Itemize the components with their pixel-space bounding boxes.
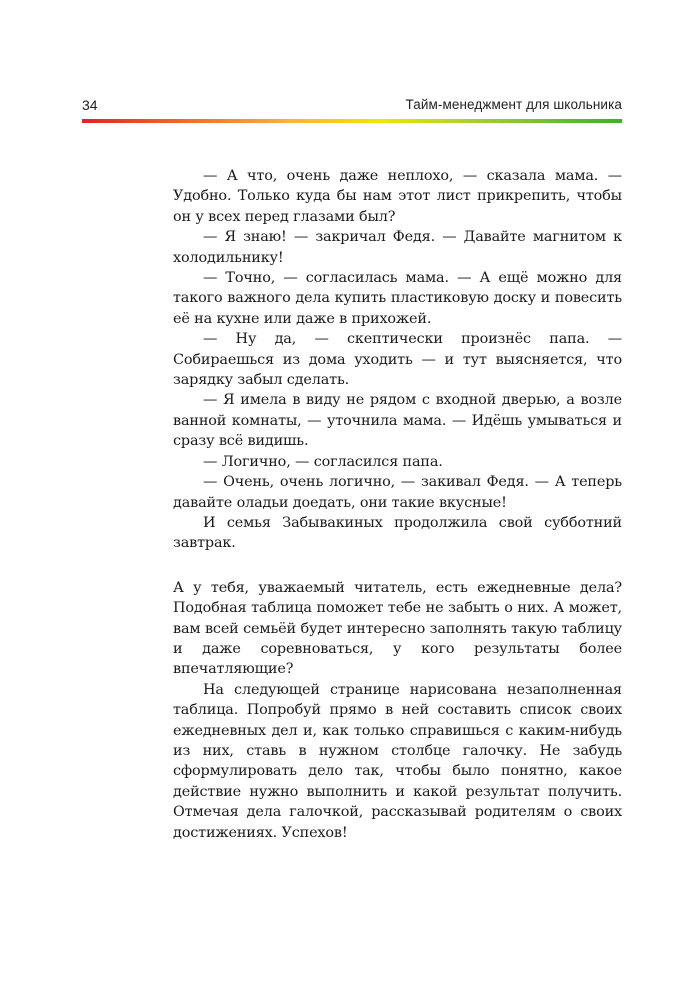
paragraph-gap (173, 554, 622, 578)
page-number: 34 (82, 97, 98, 113)
running-title: Тайм-менеджмент для школьника (405, 97, 622, 112)
dialogue-line: — Я имела в виду не рядом с входной дверью, а возле ванной комнаты, — уточнила мама. — Идёшь умываться и сразу всё видишь. (173, 392, 622, 450)
page-text (173, 166, 622, 843)
running-header (82, 95, 622, 117)
body-paragraph: А у тебя, уважаемый читатель, есть ежедневные дела? Подобная таблица поможет тебе не забыть о них. А может, вам всей семьёй будет интересно заполнять такую таблицу и даже соревноваться, у кого результаты более впечатляющие? (173, 579, 622, 678)
gradient-rule (82, 119, 622, 123)
body-paragraph: На следующей странице нарисована незаполненная таблица. Попробуй прямо в ней составить список своих ежедневных дел и, как только справишься с каким-нибудь из них, ставь в нужном столбце галочку. Не забудь сформулировать дело так, чтобы было понятно, какое действие нужно выполнить и какой результат получить. Отмечая дела галочкой, рассказывай родителям о своих достижениях. Успехов! (173, 681, 622, 841)
dialogue-line: — Я знаю! — закричал Федя. — Давайте магнитом к холодильнику! (173, 229, 622, 266)
dialogue-line: — Логично, — согласился папа. (203, 453, 443, 470)
dialogue-line: — Очень, очень логично, — закивал Федя. — А теперь давайте оладьи доедать, они такие вкусные! (173, 474, 622, 511)
dialogue-line: — Точно, — согласилась мама. — А ещё можно для такого важного дела купить пластиковую доску и повесить её на кухне или даже в прихожей. (173, 270, 622, 327)
dialogue-line: И семья Забывакиных продолжила свой субботний завтрак. (173, 514, 622, 552)
dialogue-line: — Ну да, — скептически произнёс папа. — Собираешься из дома уходить — и тут выясняется, что зарядку забыл сделать. (173, 331, 622, 389)
dialogue-line: — А что, очень даже неплохо, — сказала мама. — Удобно. Только куда бы нам этот лист прикрепить, чтобы он у всех перед глазами был? (173, 168, 622, 225)
